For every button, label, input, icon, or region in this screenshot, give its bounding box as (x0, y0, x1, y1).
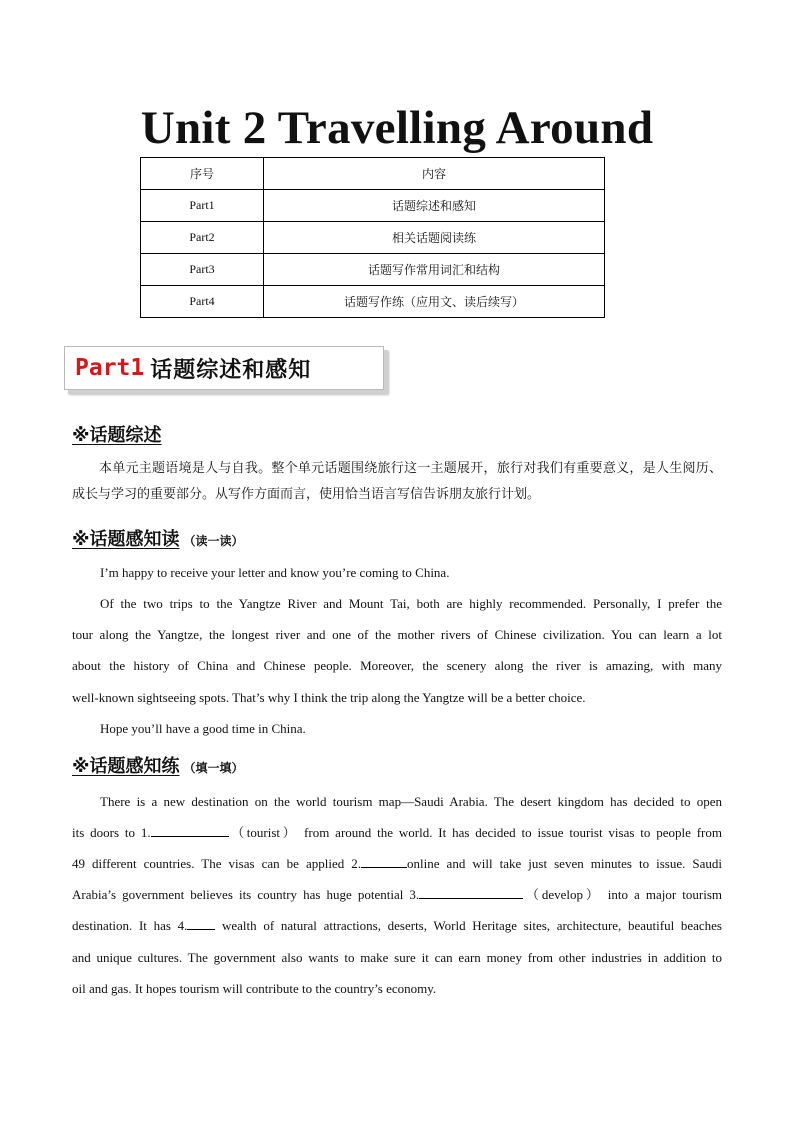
table-cell-number: Part4 (141, 286, 264, 318)
practice-line: oil and gas. It hopes tourism will contribute to the country’s economy. (72, 981, 437, 996)
column-header-number: 序号 (141, 158, 264, 190)
read-line: about the history of China and Chinese people. Moreover, the scenery along the river is amazing, with many (72, 658, 722, 673)
table-cell-number: Part2 (141, 222, 264, 254)
practice-text: （develop） into a major tourism (523, 887, 722, 902)
practice-text: wealth of natural attractions, deserts, World Heritage sites, architecture, beautiful beaches (215, 918, 722, 933)
table-cell-content: 话题写作练（应用文、读后续写） (264, 286, 605, 318)
answer-blank-3[interactable] (419, 886, 523, 899)
table-row (141, 286, 605, 318)
table-cell-number: Part3 (141, 254, 264, 286)
answer-blank-2[interactable] (361, 855, 407, 868)
practice-heading-text: ※话题感知练 (72, 756, 180, 777)
section-heading-overview (72, 421, 162, 447)
column-header-content: 内容 (264, 158, 605, 190)
page-title: Unit 2 Travelling Around (140, 102, 654, 154)
practice-line: There is a new destination on the world tourism map—Saudi Arabia. The desert kingdom has decided to open (100, 794, 722, 809)
read-heading-text: ※话题感知读 (72, 529, 180, 550)
table-header-row (141, 158, 605, 190)
read-line: Hope you’ll have a good time in China. (100, 721, 306, 736)
part1-title: 话题综述和感知 (150, 357, 312, 383)
table-row (141, 254, 605, 286)
read-line: I’m happy to receive your letter and know you’re coming to China. (100, 565, 450, 580)
answer-blank-1[interactable] (151, 824, 229, 837)
read-line: well-known sightseeing spots. That’s why I think the trip along the Yangtze will be a better choice. (72, 690, 586, 705)
section-heading-read (72, 525, 244, 551)
practice-text: Arabia’s government believes its country has huge potential 3. (72, 887, 420, 902)
practice-text: its doors to 1. (72, 825, 151, 840)
read-line: tour along the Yangtze, the longest river and one of the mother rivers of Chinese civilization. You can learn a lot (72, 627, 722, 642)
answer-blank-4[interactable] (187, 917, 215, 930)
read-line: Of the two trips to the Yangtze River and Mount Tai, both are highly recommended. Personally, I prefer the (100, 596, 722, 611)
contents-table (140, 157, 605, 318)
table-row (141, 222, 605, 254)
table-cell-number: Part1 (141, 190, 264, 222)
overview-heading-text: ※话题综述 (72, 425, 162, 446)
practice-text: online and will take just seven minutes to issue. Saudi (407, 856, 722, 871)
table-cell-content: 话题综述和感知 (264, 190, 605, 222)
practice-text: （tourist） from around the world. It has decided to issue tourist visas to people from (228, 825, 722, 840)
table-cell-content: 话题写作常用词汇和结构 (264, 254, 605, 286)
table-row (141, 190, 605, 222)
practice-text: destination. It has 4. (72, 918, 188, 933)
section-heading-practice (72, 752, 244, 778)
read-heading-note: （读一读） (183, 534, 244, 548)
practice-line (72, 886, 722, 904)
practice-line (72, 917, 722, 935)
practice-line (72, 855, 722, 873)
part1-label: Part1 (75, 355, 145, 381)
practice-line: and unique cultures. The government also wants to make sure it can earn money from other industries in addition to (72, 950, 722, 965)
table-cell-content: 相关话题阅读练 (264, 222, 605, 254)
part1-banner (64, 346, 384, 390)
practice-text: 49 different countries. The visas can be applied 2. (72, 856, 362, 871)
overview-paragraph: 本单元主题语境是人与自我。整个单元话题围绕旅行这一主题展开，旅行对我们有重要意义，是人生阅历、成长与学习的重要部分。从写作方面而言，使用恰当语言写信告诉朋友旅行计划。 (72, 461, 722, 502)
practice-heading-note: （填一填） (183, 761, 244, 775)
practice-line (72, 824, 722, 842)
